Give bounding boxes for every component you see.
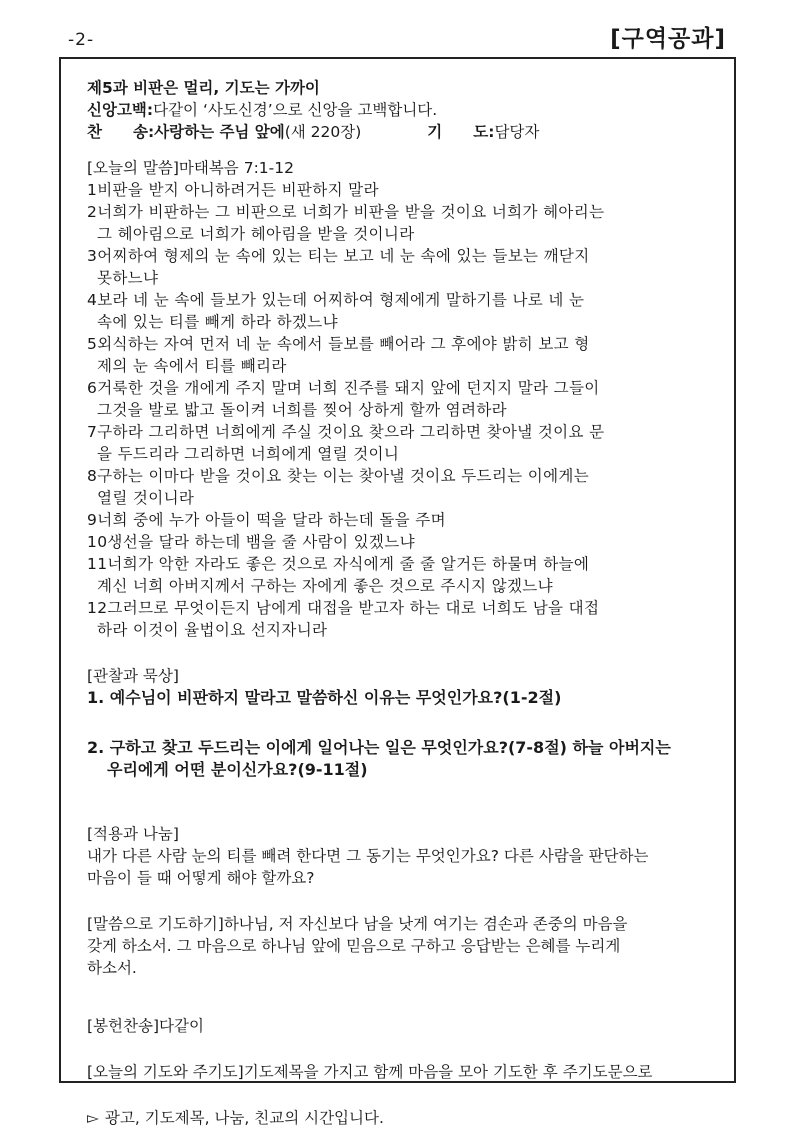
creed-label: 신앙고백: bbox=[87, 101, 154, 119]
verse-line: 12그러므로 무엇이든지 남에게 대접을 받고자 하는 대로 너희도 남을 대접 bbox=[87, 599, 600, 617]
scripture-heading: [오늘의 말씀] bbox=[87, 159, 179, 177]
verse-line: 2너희가 비판하는 그 비판으로 너희가 비판을 받을 것이요 너희가 헤아리는 bbox=[87, 203, 605, 221]
closing-heading: [오늘의 기도와 주기도] bbox=[87, 1063, 244, 1081]
scripture-heading-line bbox=[87, 157, 727, 179]
observation-heading: [관찰과 묵상] bbox=[87, 667, 179, 685]
hymn-prayer-line bbox=[87, 121, 727, 143]
verse-line: 5외식하는 자여 먼저 네 눈 속에서 들보를 빼어라 그 후에야 밝히 보고 형 bbox=[87, 335, 590, 353]
verse-line: 8구하는 이마다 받을 것이요 찾는 이는 찾아낼 것이요 두드리는 이에게는 bbox=[87, 467, 590, 485]
prayer-leader: 담당자 bbox=[494, 123, 540, 141]
verse-continuation: 속에 있는 티를 빼게 하라 하겠느냐 bbox=[97, 313, 338, 331]
pointer-icon: ▻ bbox=[87, 1109, 99, 1127]
prayer-label: 기 도: bbox=[427, 123, 495, 141]
hymn-number: (새 220장) bbox=[284, 123, 362, 141]
lesson-frame bbox=[59, 57, 736, 1127]
verse-line: 4보라 네 눈 속에 들보가 있는데 어찌하여 형제에게 말하기를 나로 네 눈 bbox=[87, 291, 585, 309]
verse-continuation: 그것을 발로 밟고 돌이켜 너희를 찢어 상하게 할까 염려하라 bbox=[97, 401, 507, 419]
scripture-reference: 마태복음 7:1-12 bbox=[178, 159, 294, 177]
verse-continuation: 못하느냐 bbox=[97, 269, 159, 287]
verse-line: 10생선을 달라 하는데 뱀을 줄 사람이 있겠느냐 bbox=[87, 533, 415, 551]
offering-text: 다같이 bbox=[159, 1017, 204, 1035]
hymn-label: 찬 송: bbox=[87, 123, 155, 141]
closing-text: 기도제목을 가지고 함께 마음을 모아 기도한 후 주기도문으로 bbox=[243, 1063, 653, 1081]
announcement-line bbox=[87, 1107, 727, 1129]
offering-heading: [봉헌찬송] bbox=[87, 1017, 159, 1035]
prayer-section-line-1 bbox=[87, 913, 727, 935]
observation-question-1: 1. 예수님이 비판하지 말라고 말씀하신 이유는 무엇인가요?(1-2절) bbox=[87, 688, 562, 707]
verse-continuation: 열릴 것이니라 bbox=[97, 489, 195, 507]
prayer-heading: [말씀으로 기도하기] bbox=[87, 915, 224, 933]
application-text-line-2: 마음이 들 때 어떻게 해야 할까요? bbox=[87, 869, 315, 887]
application-text-line-1: 내가 다른 사람 눈의 티를 빼려 한다면 그 동기는 무엇인가요? 다른 사람을 판단하는 bbox=[87, 847, 649, 865]
verse-line: 6거룩한 것을 개에게 주지 말며 너희 진주를 돼지 앞에 던지지 말라 그들이 bbox=[87, 379, 600, 397]
lesson-content bbox=[87, 77, 727, 1129]
creed-line bbox=[87, 99, 727, 121]
verse-line: 1비판을 받지 아니하려거든 비판하지 말라 bbox=[87, 181, 379, 199]
closing-line bbox=[87, 1061, 727, 1083]
lesson-title: 제5과 비판은 멀리, 기도는 가까이 bbox=[87, 79, 320, 97]
verse-continuation: 을 두드리라 그리하면 너희에게 열릴 것이니 bbox=[97, 445, 400, 463]
application-heading: [적용과 나눔] bbox=[87, 825, 179, 843]
verse-line: 3어찌하여 형제의 눈 속에 있는 티는 보고 네 눈 속에 있는 들보는 깨닫지 bbox=[87, 247, 590, 265]
page-number: -2- bbox=[68, 30, 95, 50]
scripture-verses bbox=[87, 179, 727, 641]
observation-question-2: 2. 구하고 찾고 두드리는 이에게 일어나는 일은 무엇인가요?(7-8절) 하늘 아버지는 bbox=[87, 738, 671, 757]
document-label: [구역공과] bbox=[610, 26, 726, 52]
verse-line: 11너희가 악한 자라도 좋은 것으로 자식에게 줄 줄 알거든 하물며 하늘에 bbox=[87, 555, 590, 573]
verse-line: 9너희 중에 누가 아들이 떡을 달라 하는데 돌을 주며 bbox=[87, 511, 446, 529]
creed-text: 다같이 ‘사도신경’으로 신앙을 고백합니다. bbox=[153, 101, 438, 119]
observation-question-2-continued: 우리에게 어떤 분이신가요?(9-11절) bbox=[107, 760, 368, 779]
prayer-text-line-1: 하나님, 저 자신보다 남을 낫게 여기는 겸손과 존중의 마음을 bbox=[223, 915, 628, 933]
announcement-text: 광고, 기도제목, 나눔, 친교의 시간입니다. bbox=[104, 1109, 384, 1127]
hymn-title: 사랑하는 주님 앞에 bbox=[154, 123, 285, 141]
verse-line: 7구하라 그리하면 너희에게 주실 것이요 찾으라 그리하면 찾아낼 것이요 문 bbox=[87, 423, 605, 441]
verse-continuation: 하라 이것이 율법이요 선지자니라 bbox=[97, 621, 328, 639]
prayer-text-line-2: 갖게 하소서. 그 마음으로 하나님 앞에 믿음으로 구하고 응답받는 은혜를 누리게 bbox=[87, 937, 621, 955]
verse-continuation: 그 헤아림으로 너희가 헤아림을 받을 것이니라 bbox=[97, 225, 415, 243]
prayer-text-line-3: 하소서. bbox=[87, 959, 137, 977]
verse-continuation: 계신 너희 아버지께서 구하는 자에게 좋은 것으로 주시지 않겠느냐 bbox=[97, 577, 553, 595]
offering-line bbox=[87, 1015, 727, 1037]
verse-continuation: 제의 눈 속에서 티를 빼리라 bbox=[97, 357, 287, 375]
